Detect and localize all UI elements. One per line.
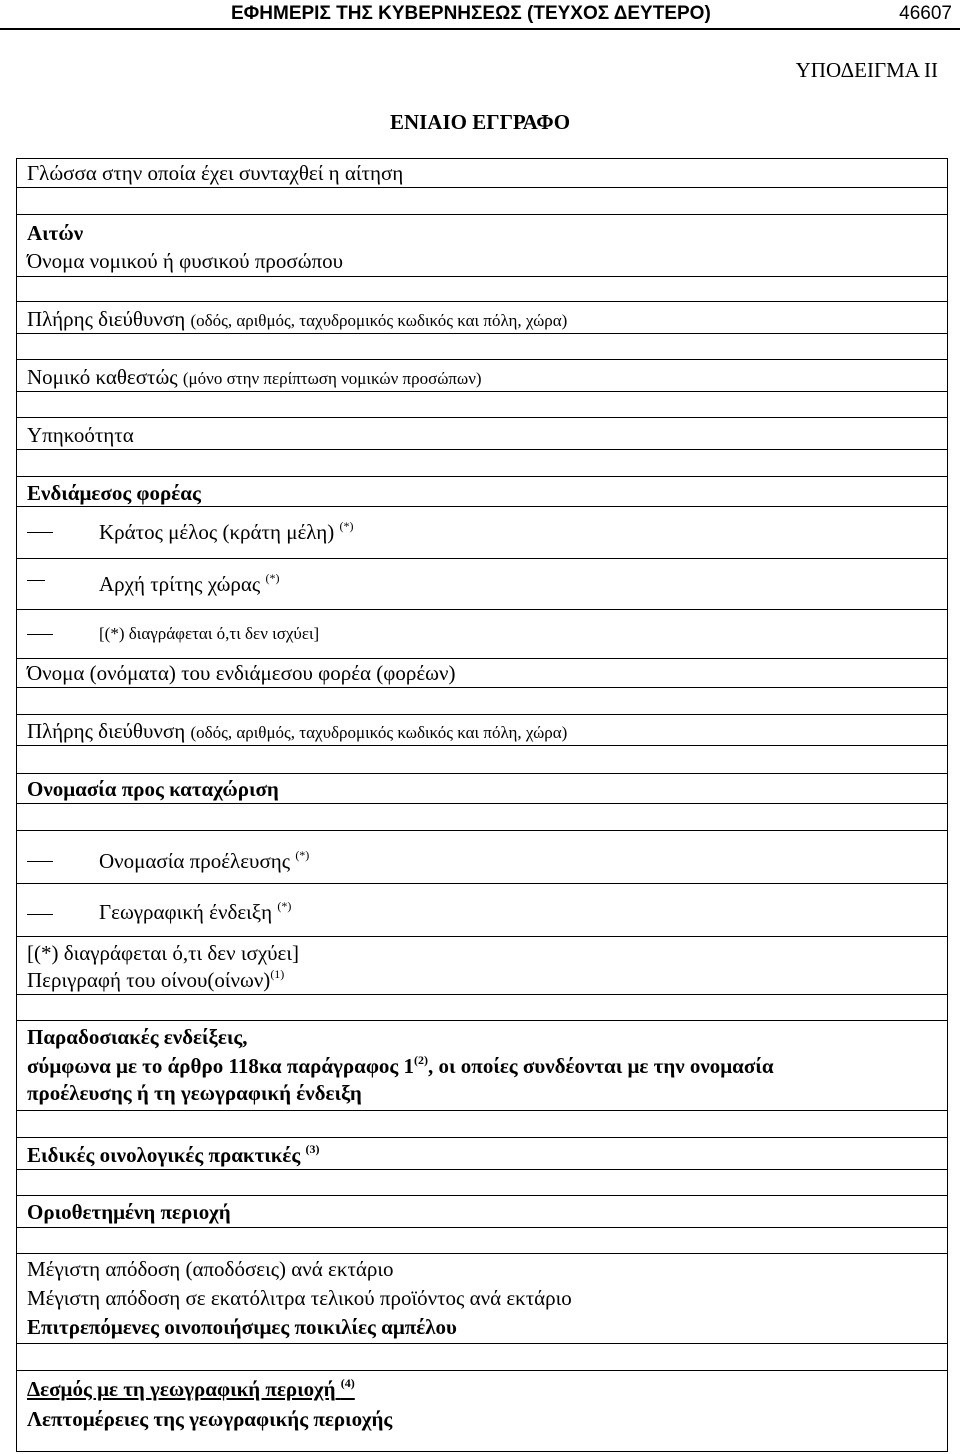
footnote-4: (4): [340, 1376, 355, 1390]
form-row-applicant: [17, 215, 947, 277]
footnote-3: (3): [305, 1142, 320, 1156]
form-row-applicant-value[interactable]: [17, 277, 947, 302]
form-row-traditional-terms: [17, 1021, 947, 1111]
form-row-demarcated-area: [17, 1196, 947, 1228]
intermediary-address-label-text: Πλήρης διεύθυνση: [27, 719, 186, 743]
traditional-terms-line3: προέλευσης ή τη γεωγραφική ένδειξη: [27, 1081, 362, 1105]
area-details-heading: Λεπτομέρειες της γεωγραφικής περιοχής: [27, 1407, 393, 1431]
form-row-designation-origin[interactable]: [17, 831, 947, 884]
dash-icon: [27, 634, 53, 635]
form-row-wine-description-value[interactable]: [17, 995, 947, 1021]
max-yield-label: Μέγιστη απόδοση (αποδόσεις) ανά εκτάριο: [27, 1257, 394, 1281]
traditional-terms-line2-a: σύμφωνα με το άρθρο 118κα παράγραφος 1: [27, 1054, 415, 1078]
dash-icon: [27, 914, 53, 915]
form-row-language: [17, 159, 947, 188]
form-row-wine-description: [17, 937, 947, 995]
practices-text: Ειδικές οινολογικές πρακτικές: [27, 1143, 301, 1167]
delete-note: [(*) διαγράφεται ό,τι δεν ισχύει]: [99, 624, 320, 643]
annex-label: ΥΠΟΔΕΙΓΜΑ ΙΙ: [795, 58, 938, 82]
form-row-intermediary-address: [17, 715, 947, 746]
form-row-varieties-value[interactable]: [17, 1344, 947, 1371]
form-row-traditional-terms-value[interactable]: [17, 1111, 947, 1138]
wine-description-text: Περιγραφή του οίνου(οίνων): [27, 968, 271, 992]
max-yield-hl-label: Μέγιστη απόδοση σε εκατόλιτρα τελικού προϊόντος ανά εκτάριο: [27, 1286, 572, 1310]
application-form: [16, 158, 948, 1452]
form-row-intermediary-name-value[interactable]: [17, 688, 947, 715]
form-row-name-to-register-value[interactable]: [17, 804, 947, 831]
form-row-practices: [17, 1138, 947, 1170]
form-row-yields-varieties: [17, 1254, 947, 1344]
dash-icon: [27, 861, 53, 862]
language-label: Γλώσσα στην οποία έχει συνταχθεί η αίτηση: [27, 161, 404, 185]
form-row-legal-status: [17, 360, 947, 392]
footnote-1: (1): [270, 967, 285, 981]
designation-origin-label: Ονομασία προέλευσης: [99, 849, 291, 873]
form-row-intermediary-name: [17, 659, 947, 688]
form-row-member-state[interactable]: [17, 507, 947, 559]
asterisk-note: (*): [339, 519, 354, 533]
asterisk-note: (*): [277, 899, 292, 913]
form-row-nationality: [17, 418, 947, 450]
geo-indication-label: Γεωγραφική ένδειξη: [99, 900, 273, 924]
form-row-link: [17, 1371, 947, 1453]
name-to-register-heading: Ονομασία προς καταχώριση: [27, 777, 279, 801]
form-row-demarcated-area-value[interactable]: [17, 1228, 947, 1254]
page-number: 46607: [899, 3, 952, 24]
document-title: ΕΝΙΑΙΟ ΕΓΓΡΑΦΟ: [389, 110, 571, 134]
legal-status-label-text: Νομικό καθεστώς: [27, 365, 178, 389]
intermediary-name-label: Όνομα (ονόματα) του ενδιάμεσου φορέα (φορέων): [27, 661, 456, 685]
traditional-terms-heading: Παραδοσιακές ενδείξεις,: [27, 1025, 248, 1049]
form-row-language-value[interactable]: [17, 188, 947, 215]
intermediary-address-label: [27, 718, 567, 746]
form-row-address-value[interactable]: [17, 334, 947, 360]
gazette-title: ΕΦΗΜΕΡΙΣ ΤΗΣ ΚΥΒΕΡΝΗΣΕΩΣ (ΤΕΥΧΟΣ ΔΕΥΤΕΡΟ): [231, 3, 711, 24]
form-row-geo-indication[interactable]: [17, 884, 947, 937]
intermediary-address-hint: (οδός, αριθμός, ταχυδρομικός κωδικός και πόλη, χώρα): [190, 723, 568, 742]
form-row-practices-value[interactable]: [17, 1170, 947, 1196]
practices-heading: [27, 1142, 320, 1168]
gazette-header: [0, 0, 960, 30]
traditional-terms-line2-b: , οι οποίες συνδέονται με την ονομασία: [428, 1054, 774, 1078]
wine-description-label: [27, 967, 284, 993]
delete-note-2: [(*) διαγράφεται ό,τι δεν ισχύει]: [27, 941, 300, 965]
asterisk-note: (*): [265, 571, 280, 585]
member-state-label: Κράτος μέλος (κράτη μέλη): [99, 520, 335, 544]
dash-icon: [27, 532, 53, 533]
applicant-heading: Αιτών: [27, 221, 84, 245]
third-country-label: Αρχή τρίτης χώρας: [99, 572, 261, 596]
address-label-text: Πλήρης διεύθυνση: [27, 307, 186, 331]
form-row-nationality-value[interactable]: [17, 450, 947, 477]
dash-icon: [27, 580, 45, 581]
form-row-name-to-register: [17, 774, 947, 804]
applicant-name-label: Όνομα νομικού ή φυσικού προσώπου: [27, 249, 344, 273]
geo-indication-option: [99, 899, 291, 925]
third-country-option: [99, 571, 279, 597]
form-row-delete-note: [17, 610, 947, 659]
asterisk-note: (*): [295, 848, 310, 862]
form-row-third-country[interactable]: [17, 559, 947, 610]
legal-status-label: [27, 364, 482, 392]
footnote-2: (2): [414, 1053, 429, 1067]
form-row-address: [17, 302, 947, 334]
intermediary-heading: Ενδιάμεσος φορέας: [27, 481, 201, 505]
form-row-intermediary-address-value[interactable]: [17, 746, 947, 774]
nationality-label: Υπηκοότητα: [27, 423, 134, 447]
address-label: [27, 306, 567, 334]
link-heading: [27, 1376, 355, 1402]
traditional-terms-line2: [27, 1053, 774, 1079]
form-row-intermediary: [17, 477, 947, 507]
varieties-heading: Επιτρεπόμενες οινοποιήσιμες ποικιλίες αμπέλου: [27, 1315, 457, 1339]
demarcated-area-heading: Οριοθετημένη περιοχή: [27, 1200, 231, 1224]
member-state-option: [99, 519, 354, 545]
form-row-legal-status-value[interactable]: [17, 392, 947, 418]
legal-status-hint: (μόνο στην περίπτωση νομικών προσώπων): [182, 369, 482, 388]
designation-origin-option: [99, 848, 309, 874]
address-hint: (οδός, αριθμός, ταχυδρομικός κωδικός και πόλη, χώρα): [190, 311, 568, 330]
link-text: Δεσμός με τη γεωγραφική περιοχή: [27, 1377, 336, 1401]
